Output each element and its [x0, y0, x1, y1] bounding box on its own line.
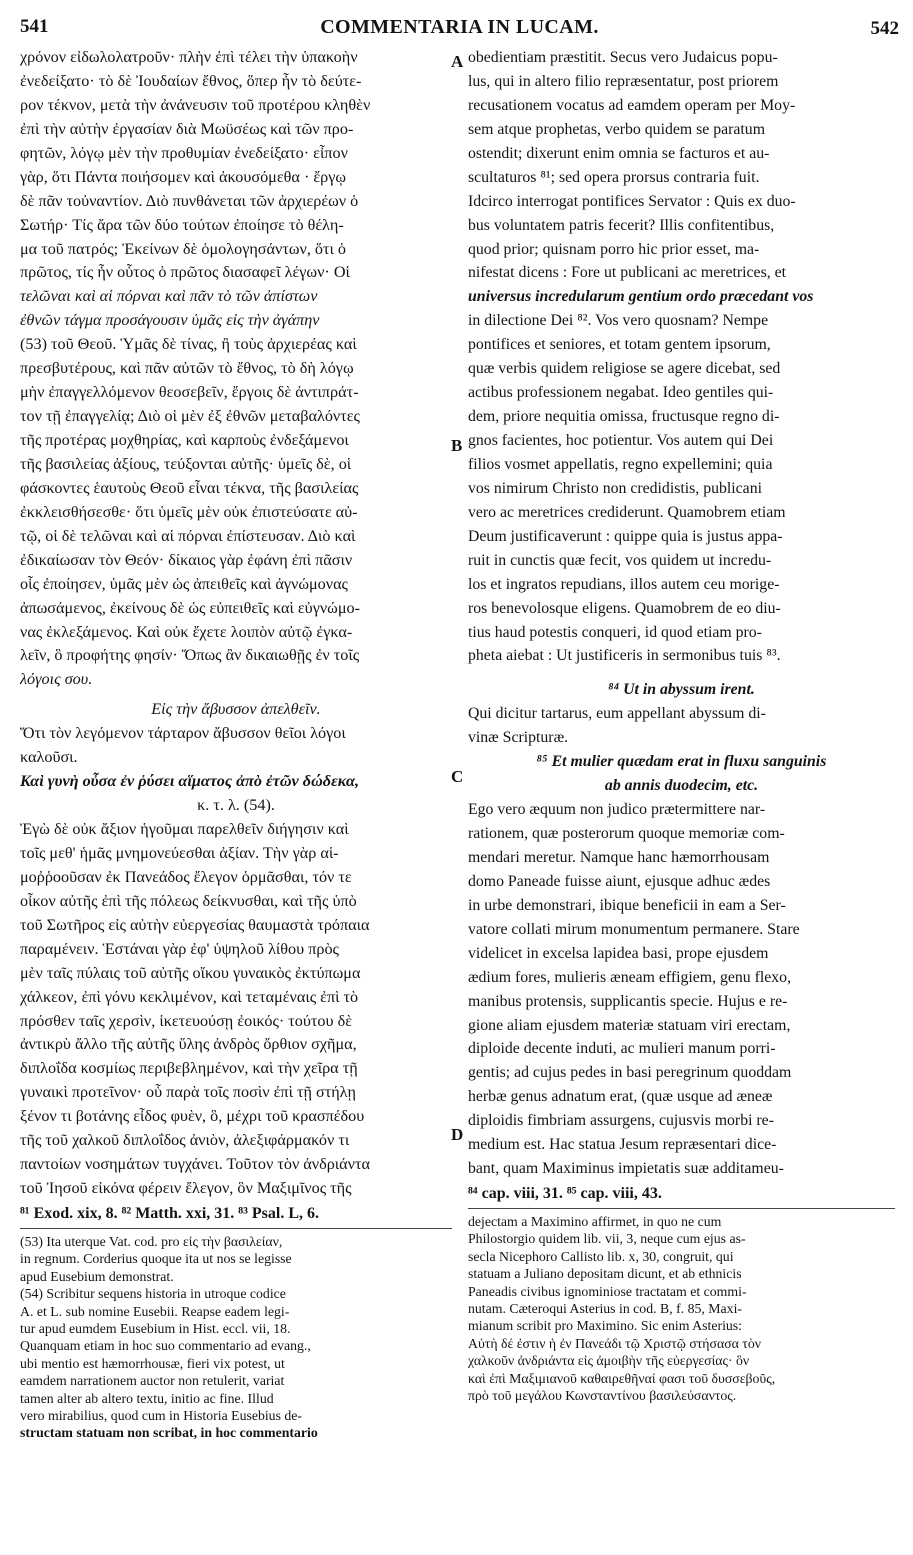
greek-line: Ἐγὼ δὲ οὐκ ἄξιον ἡγοῦμαι παρελθεῖν διήγησιν καὶ — [20, 820, 349, 838]
latin-section-heading: ⁸⁴ Ut in abyssum irent. — [608, 681, 755, 699]
note-line: mianum scribit pro Maximino. Sic enim Asterius: — [468, 1318, 742, 1334]
greek-line: ἐθνῶν τάγμα προσάγουσιν ὑμᾶς εἰς τὴν ἀγάπην — [20, 311, 320, 330]
note-line: structam statuam non scribat, in hoc commentario — [20, 1425, 318, 1441]
latin-line: actibus professionem negabat. Ideo gentiles qui- — [468, 384, 774, 402]
latin-line: bant, quam Maximinus impietatis suæ additameu- — [468, 1160, 784, 1178]
latin-line: los et ingratos repudians, illos autem ceu morige- — [468, 575, 780, 593]
footnote-divider — [20, 1228, 452, 1229]
latin-line: nifestat dicens : Fore ut publicani ac meretrices, et — [468, 264, 787, 282]
latin-line: pontifices et seniores, et totam gentem ipsorum, — [468, 336, 771, 354]
note-line: ubi mentio est hæmorrhousæ, fieri vix potest, ut — [20, 1355, 285, 1371]
greek-line: ἐνεδείξατο· τὸ δὲ Ἰουδαίων ἔθνος, ὅπερ ἦν τὸ δεύτε- — [20, 71, 362, 90]
note-line: Philostorgio quidem lib. vii, 3, neque cum ejus as- — [468, 1231, 746, 1247]
latin-line: dem, priore nequitia omissa, fructusque regno di- — [468, 408, 780, 426]
page-header — [20, 14, 899, 40]
note-line: statuam a Juliano depositam dicunt, et ab ethnicis — [468, 1266, 742, 1282]
greek-block-3 — [20, 818, 452, 1201]
note-line: dejectam a Maximino affirmet, in quo ne cum — [468, 1214, 722, 1230]
latin-line: tius haud potestis conqueri, id quod etiam pro- — [468, 623, 762, 641]
latin-line: gione aliam ejusdem materiæ statuam viri erectam, — [468, 1016, 791, 1034]
greek-line: λεῖν, ὃ προφήτης φησίν· Ὅπως ἂν δικαιωθῇς ἐν τοῖς — [20, 646, 360, 665]
latin-line: gnos facientes, hoc potientur. Vos autem qui Dei — [468, 432, 774, 449]
footnote-references: ⁸¹ Exod. xix, 8. ⁸² Matth. xxi, 31. ⁸³ Psal. L, 6. — [20, 1205, 320, 1222]
greek-line: φητῶν, λόγῳ μὲν τὴν προθυμίαν ἐνεδείξατο· εἶπον — [20, 143, 348, 162]
greek-line: πρεσβυτέρους, καὶ πᾶν αὐτῶν τὸ ἔθνος, τὸ δὴ λόγῳ — [20, 359, 354, 378]
greek-line: μὲν ταῖς πύλαις τοῦ αὐτῆς οἴκου γυναικὸς ἐκτύπωμα — [20, 963, 361, 982]
greek-section-heading: Εἰς τὴν ἄβυσσον ἀπελθεῖν. — [151, 700, 321, 719]
latin-line: vinæ Scripturæ. — [468, 729, 569, 747]
note-line: tur apud eumdem Eusebium in Hist. eccl. vii, 18. — [20, 1320, 291, 1336]
greek-line: καλοῦσι. — [20, 748, 78, 767]
greek-line: ἐπὶ τὴν αὐτὴν ἐργασίαν διὰ Μωϋσέως καὶ τῶν προ- — [20, 119, 354, 138]
latin-line: in urbe demonstrari, ibique beneficii in eam a Ser- — [468, 896, 786, 914]
running-title: COMMENTARIA IN LUCAM. — [320, 16, 599, 38]
note-line: Paneadis civibus ignominiose tractatam et commi- — [468, 1283, 747, 1299]
note-line: χαλκοῦν ἀνδριάντα εἰς ἀμοιβὴν τῆς εὐεργεσίας· ὃν — [468, 1353, 750, 1369]
greek-line: Ὅτι τὸν λεγόμενον τάρταρον ἄβυσσον θεῖοι λόγοι — [20, 724, 346, 743]
note-line: apud Eusebium demonstrat. — [20, 1268, 174, 1284]
latin-line: universus incredularum gentium ordo præcedant vos — [468, 288, 814, 306]
greek-line: οἶκον αὐτῆς ἐπὶ τῆς πόλεως δείκνυσθαι, καὶ τῆς ὑπὸ — [20, 891, 357, 910]
latin-line: ruit in cunctis quæ fecit, vos quidem ut incredu- — [468, 551, 772, 569]
greek-line: μοῤῥοοῦσαν ἐκ Πανεάδος ἔλεγον ὁρμᾶσθαι, τόν τε — [20, 867, 352, 886]
greek-line: τοῖς μεθ' ἡμᾶς μνημονεύεσθαι ἀξίαν. Τὴν γὰρ αἱ- — [20, 843, 339, 862]
margin-letter-a: A — [451, 52, 464, 71]
greek-line: τῆς τοῦ χαλκοῦ διπλοΐδος ἀνιὸν, ἀλεξιφάρμακόν τι — [20, 1131, 350, 1150]
greek-line: ἀντικρὺ ἄλλο τῆς αὐτῆς ὕλης ἀνδρὸς ὄρθιον σχῆμα, — [20, 1035, 357, 1054]
greek-line: τῷ, οἱ δὲ τελῶναι καὶ αἱ πόρναι ἐπίστευσαν. Διὸ καὶ — [20, 526, 356, 545]
latin-line: Idcirco interrogat pontifices Servator : Quis ex duo- — [468, 192, 796, 210]
note-line: nutam. Cæteroqui Asterius in cod. B, f. 85, Maxi- — [468, 1301, 742, 1317]
greek-line: ἐδικαίωσαν τὸν Θεόν· δίκαιος γὰρ ἐφάνη ἐπὶ πᾶσιν — [20, 550, 353, 569]
greek-line: παντοίων νοσημάτων τυγχάνει. Τοῦτον τὸν ἀνδριάντα — [20, 1155, 370, 1174]
note-line: secla Nicephoro Callisto lib. x, 30, congruit, qui — [468, 1248, 734, 1264]
note-line: eamdem narrationem auctor non retulerit, variat — [20, 1373, 285, 1389]
latin-block-3 — [468, 798, 895, 1181]
note-line: A. et L. sub nomine Eusebii. Reapse eadem legi- — [20, 1303, 290, 1319]
greek-line: ἀπωσάμενος, ἐκείνους δὲ ὡς εὐπειθεῖς καὶ εὐγνώμο- — [20, 598, 360, 617]
latin-line: rationem, quæ posterorum quoque memoriæ com- — [468, 825, 785, 842]
greek-line: μα τοῦ πατρός; Ἐκείνων δὲ ὁμολογησάντων, ὅτι ὁ — [20, 239, 347, 258]
latin-line: Ego vero æquum non judico prætermittere nar- — [468, 801, 766, 819]
greek-line: Σωτήρ· Τίς ἄρα τῶν δύο τούτων ἐποίησε τὸ θέλη- — [20, 215, 344, 234]
greek-line: νας ἐκλεξάμενος. Καὶ οὐκ ἔχετε λοιπὸν αὐτῷ ἐγκα- — [20, 622, 353, 641]
greek-line: λόγοις σου. — [20, 670, 93, 689]
latin-line: sem atque prophetas, verbo quidem se paratum — [468, 120, 765, 138]
latin-line: lus, qui in altero filio repræsentatur, post priorem — [468, 72, 779, 90]
note-line: (54) Scribitur sequens historia in utroque codice — [20, 1286, 286, 1302]
latin-line: gentis; ad cujus pedes in basi peregrinum quoddam — [468, 1064, 792, 1082]
note-line: καὶ ἐπὶ Μαξιμιανοῦ καθαιρεθῆναί φασι τοῦ δυσσεβοῦς, — [468, 1370, 776, 1386]
latin-line: filios vosmet appellatis, regno expellemini; quia — [468, 455, 773, 473]
greek-line: χρόνον εἰδωλολατροῦν· πλὴν ἐπὶ τέλει τὴν ὑπακοὴν — [20, 48, 358, 66]
note-line: πρὸ τοῦ μεγάλου Κωνσταντίνου βασιλεύσαντος. — [468, 1387, 737, 1403]
latin-line: vatore collati mirum monumentum permanere. Stare — [468, 920, 800, 938]
greek-line: τῆς βασιλείας ἀξίους, τεύξονται αὐτῆς· ὑμεῖς δὲ, οἱ — [20, 454, 352, 473]
greek-block-2 — [20, 722, 452, 770]
latin-line: quæ verbis quidem religiose se agere dicebat, sed — [468, 360, 781, 378]
greek-line: πρῶτος, τίς ἦν οὗτος ὁ πρῶτος διασαφεῖ λέγων· Οἱ — [20, 263, 350, 282]
note-line: Αὐτὴ δέ ἐστιν ἡ ἐν Πανεάδι τῷ Χριστῷ στήσασα τὸν — [468, 1335, 761, 1351]
latin-line: vos nimirum Christo non credidistis, publicani — [468, 479, 762, 497]
latin-line: medium est. Hac statua Jesum repræsentari dice- — [468, 1136, 777, 1154]
greek-line: ἐκκλεισθήσεσθε· ὅτι ὑμεῖς μὲν οὐκ ἐπιστεύσατε αὐ- — [20, 502, 358, 521]
greek-line: γυναικὶ προτεῖνον· οὗ παρὰ τοῖς ποσὶν ἐπὶ τῇ στήλῃ — [20, 1083, 356, 1102]
latin-line: videlicet in excelsa lapidea basi, prope ejusdem — [468, 944, 769, 962]
greek-section-heading: Καὶ γυνὴ οὖσα ἐν ῥύσει αἵματος ἀπὸ ἐτῶν δώδεκα, — [20, 772, 359, 791]
latin-line: recusationem vocatus ad eamdem operam per Moy- — [468, 96, 796, 114]
footnote-references: ⁸⁴ cap. viii, 31. ⁸⁵ cap. viii, 43. — [468, 1185, 662, 1203]
latin-line: ros benevolosque eligens. Quamobrem de eo diu- — [468, 599, 781, 617]
latin-line: ostendit; dixerunt enim omnia se facturos et au- — [468, 144, 770, 162]
footnote-divider — [468, 1208, 895, 1209]
latin-block-1 — [468, 46, 895, 668]
greek-line: οἷς ἐποίησεν, ὑμᾶς μὲν ὡς ἀπειθεῖς καὶ ἀγνώμονας — [20, 574, 348, 593]
greek-line: διπλοΐδα κοσμίως περιβεβλημένον, καὶ τὴν χεῖρα τῇ — [20, 1059, 358, 1078]
greek-line: τελῶναι καὶ αἱ πόρναι καὶ πᾶν τὸ τῶν ἀπίστων — [20, 287, 318, 306]
note-line: (53) Ita uterque Vat. cod. pro εἰς τὴν βασιλείαν, — [20, 1234, 283, 1249]
latin-section-heading: ab annis duodecim, etc. — [604, 777, 759, 795]
greek-line: τῆς προτέρας μοχθηρίας, καὶ καρποὺς ἐνδεξάμενοι — [20, 431, 349, 449]
greek-editor-notes — [20, 1233, 452, 1442]
latin-line: herbæ genus adnatum erat, (quæ usque ad æneæ — [468, 1088, 773, 1106]
greek-line: ρον τέκνον, μετὰ τὴν ἀνάνευσιν τοῦ προτέρου κληθὲν — [20, 95, 371, 114]
latin-section-heading: ⁸⁵ Et mulier quædam erat in fluxu sanguinis — [536, 753, 827, 771]
note-line: in regnum. Corderius quoque ita ut nos se legisse — [20, 1251, 292, 1267]
greek-line: φάσκοντες ἑαυτοὺς Θεοῦ εἶναι τέκνα, τῆς βασιλείας — [20, 478, 359, 497]
page-number-right: 542 — [870, 18, 899, 39]
margin-letter-d: D — [451, 1125, 464, 1144]
greek-line: μὴν ἐπαγγελλόμενον θεοσεβεῖν, ἔργοις δὲ ἀντιπράτ- — [20, 383, 359, 402]
margin-letter-c: C — [451, 767, 464, 786]
greek-line: (53) τοῦ Θεοῦ. Ὑμᾶς δὲ τίνας, ἢ τοὺς ἀρχιερέας καὶ — [20, 335, 357, 354]
latin-column — [468, 46, 895, 1404]
page-number-left: 541 — [20, 16, 49, 37]
greek-line: τοῦ Σωτῆρος εἰς αὐτὴν εὐεργεσίας θαυμαστὰ τρόπαια — [20, 915, 370, 934]
latin-line: obedientiam præstitit. Secus vero Judaicus popu- — [468, 49, 778, 66]
greek-line: τον τῇ ἐπαγγελίᾳ; Διὸ οἱ μὲν ἐξ ἐθνῶν μεταβαλόντες — [20, 407, 360, 426]
latin-line: pheta aiebat : Ut justificeris in sermonibus tuis ⁸³. — [468, 647, 781, 665]
greek-line: ξένον τι βοτάνης εἶδος φυὲν, ὃ, μέχρι τοῦ κρασπέδου — [20, 1107, 365, 1126]
latin-line: vero ac meretrices crediderunt. Quamobrem etiam — [468, 503, 786, 521]
latin-line: domo Paneade fuisse aiunt, ejusque adhuc ædes — [468, 872, 771, 890]
note-line: Quanquam etiam in hoc suo commentario ad evang., — [20, 1338, 311, 1354]
latin-editor-notes — [468, 1213, 895, 1404]
latin-block-2 — [468, 702, 895, 750]
greek-line: χάλκεον, ἐπὶ γόνυ κεκλιμένον, καὶ τεταμέναις ἐπὶ τὸ — [20, 987, 359, 1006]
greek-column — [20, 46, 452, 1442]
latin-line: manibus protensis, supplicantis specie. Hujus e re- — [468, 992, 788, 1010]
latin-line: quod prior; quisnam porro hic prior esset, ma- — [468, 240, 760, 258]
latin-line: mendari meretur. Namque hanc hæmorrhousam — [468, 848, 770, 866]
greek-block-1 — [20, 46, 452, 692]
margin-letter-b: B — [451, 436, 463, 455]
greek-line: παραμένειν. Ἑστάναι γὰρ ἐφ' ὑψηλοῦ λίθου πρὸς — [20, 939, 339, 958]
latin-line: bus voluntatem patris fecerit? Illis confitentibus, — [468, 216, 775, 234]
latin-line: Deum justificaverunt : quippe quia is justus appa- — [468, 527, 783, 545]
note-line: vero mirabilius, quod cum in Historia Eusebius de- — [20, 1407, 303, 1423]
greek-line: πρόσθεν ταῖς χερσὶν, ἱκετευούσῃ ἐοικός· τούτου δὲ — [20, 1011, 353, 1030]
latin-line: diploide decente induti, ac mulieri manum porri- — [468, 1040, 776, 1058]
greek-section-heading: κ. τ. λ. (54). — [197, 796, 275, 815]
latin-line: in dilectione Dei ⁸². Vos vero quosnam? Nempe — [468, 312, 769, 330]
greek-line: γὰρ, ὅτι Πάντα ποιήσομεν καὶ ἀκουσόμεθα · ἔργῳ — [20, 167, 347, 186]
latin-line: diploidis fimbriam assurgens, cujusvis morbi re- — [468, 1112, 774, 1130]
note-line: tamen alter ab altero textu, initio ac fine. Illud — [20, 1390, 274, 1406]
latin-line: Qui dicitur tartarus, eum appellant abyssum di- — [468, 705, 766, 723]
greek-line: τοῦ Ἰησοῦ εἰκόνα φέρειν ἔλεγον, ὃν Μαξιμῖνος τῆς — [20, 1179, 352, 1198]
latin-line: ædium fores, mulieris æneam effigiem, genu flexo, — [468, 968, 792, 986]
latin-line: scultaturos ⁸¹; sed opera prorsus contraria fuit. — [468, 168, 760, 186]
greek-line: δὲ πᾶν τοὐναντίον. Διὸ πυνθάνεται τῶν ἀρχιερέων ὁ — [20, 191, 359, 210]
